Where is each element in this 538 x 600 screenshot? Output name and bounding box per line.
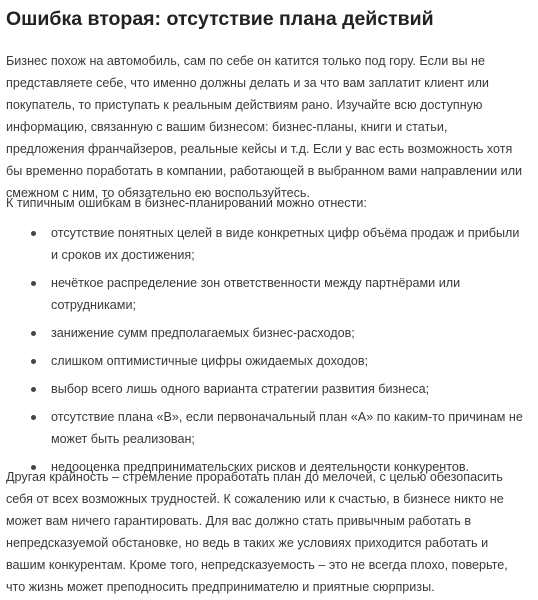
list-item (0, 222, 538, 266)
intro-line: бы временно поработать в компании, работающей в выбранном вами направлении или (6, 164, 523, 178)
list-intro-text: К типичным ошибкам в бизнес-планировании можно отнести: (6, 196, 367, 210)
intro-line: покупатель, то приступать к реальным действиям рано. Изучайте всю доступную (6, 98, 483, 112)
list-item-line: недооценка предпринимательских рисков и деятельности конкурентов. (51, 460, 470, 474)
closing-paragraph (6, 466, 534, 598)
list-item-line: нечёткое распределение зон ответственности между партнёрами или (51, 276, 461, 290)
bullet-icon (31, 415, 36, 420)
mistakes-list (0, 222, 538, 478)
intro-line: информацию, связанную с вашим бизнесом: бизнес-планы, книги и статьи, (6, 120, 448, 134)
intro-line: представляете себе, что именно должны делать и за что вам заплатит клиент или (6, 76, 489, 90)
intro-paragraph (6, 50, 534, 204)
list-item (0, 378, 538, 400)
closing-line: может вам ничего гарантировать. Для вас должно стать привычным работать в (6, 514, 472, 528)
list-item (0, 406, 538, 450)
list-item-line: отсутствие плана «В», если первоначальный план «А» по каким-то причинам не (51, 410, 523, 424)
closing-line: что жизнь может преподносить предпринимателю и приятные сюрпризы. (6, 580, 435, 594)
list-intro-paragraph (6, 192, 534, 214)
intro-line: смежном с ним, то обязательно ею воспользуйтесь. (6, 186, 310, 200)
list-item-line: отсутствие понятных целей в виде конкретных цифр объёма продаж и прибыли (51, 226, 520, 240)
list-item-line: слишком оптимистичные цифры ожидаемых доходов; (51, 354, 369, 368)
bullet-icon (31, 331, 36, 336)
list-item (0, 322, 538, 344)
intro-line: Бизнес похож на автомобиль, сам по себе он катится только под гору. Если вы не (6, 54, 485, 68)
closing-line: себя от всех возможных трудностей. К сожалению или к счастью, в бизнесе никто не (6, 492, 504, 506)
list-item-line: выбор всего лишь одного варианта стратегии развития бизнеса; (51, 382, 430, 396)
list-item-line: и сроков их достижения; (51, 248, 195, 262)
list-item-line: занижение сумм предполагаемых бизнес-расходов; (51, 326, 355, 340)
list-item-line: сотрудниками; (51, 298, 136, 312)
bullet-icon (31, 231, 36, 236)
closing-line: вашим конкурентам. Кроме того, непредсказуемость – это не всегда плохо, поверьте, (6, 558, 508, 572)
closing-line: непредсказуемой обстановке, но ведь в таких же условиях приходится работать и (6, 536, 489, 550)
bullet-icon (31, 359, 36, 364)
article-heading: Ошибка вторая: отсутствие плана действий (6, 8, 434, 30)
closing-line: Другая крайность – стремление проработать план до мелочей, с целью обезопасить (6, 470, 503, 484)
intro-line: предложения франчайзеров, реальные кейсы и т.д. Если у вас есть возможность хотя (6, 142, 513, 156)
bullet-icon (31, 281, 36, 286)
list-item-line: может быть реализован; (51, 432, 195, 446)
bullet-icon (31, 387, 36, 392)
list-item (0, 350, 538, 372)
list-item (0, 272, 538, 316)
